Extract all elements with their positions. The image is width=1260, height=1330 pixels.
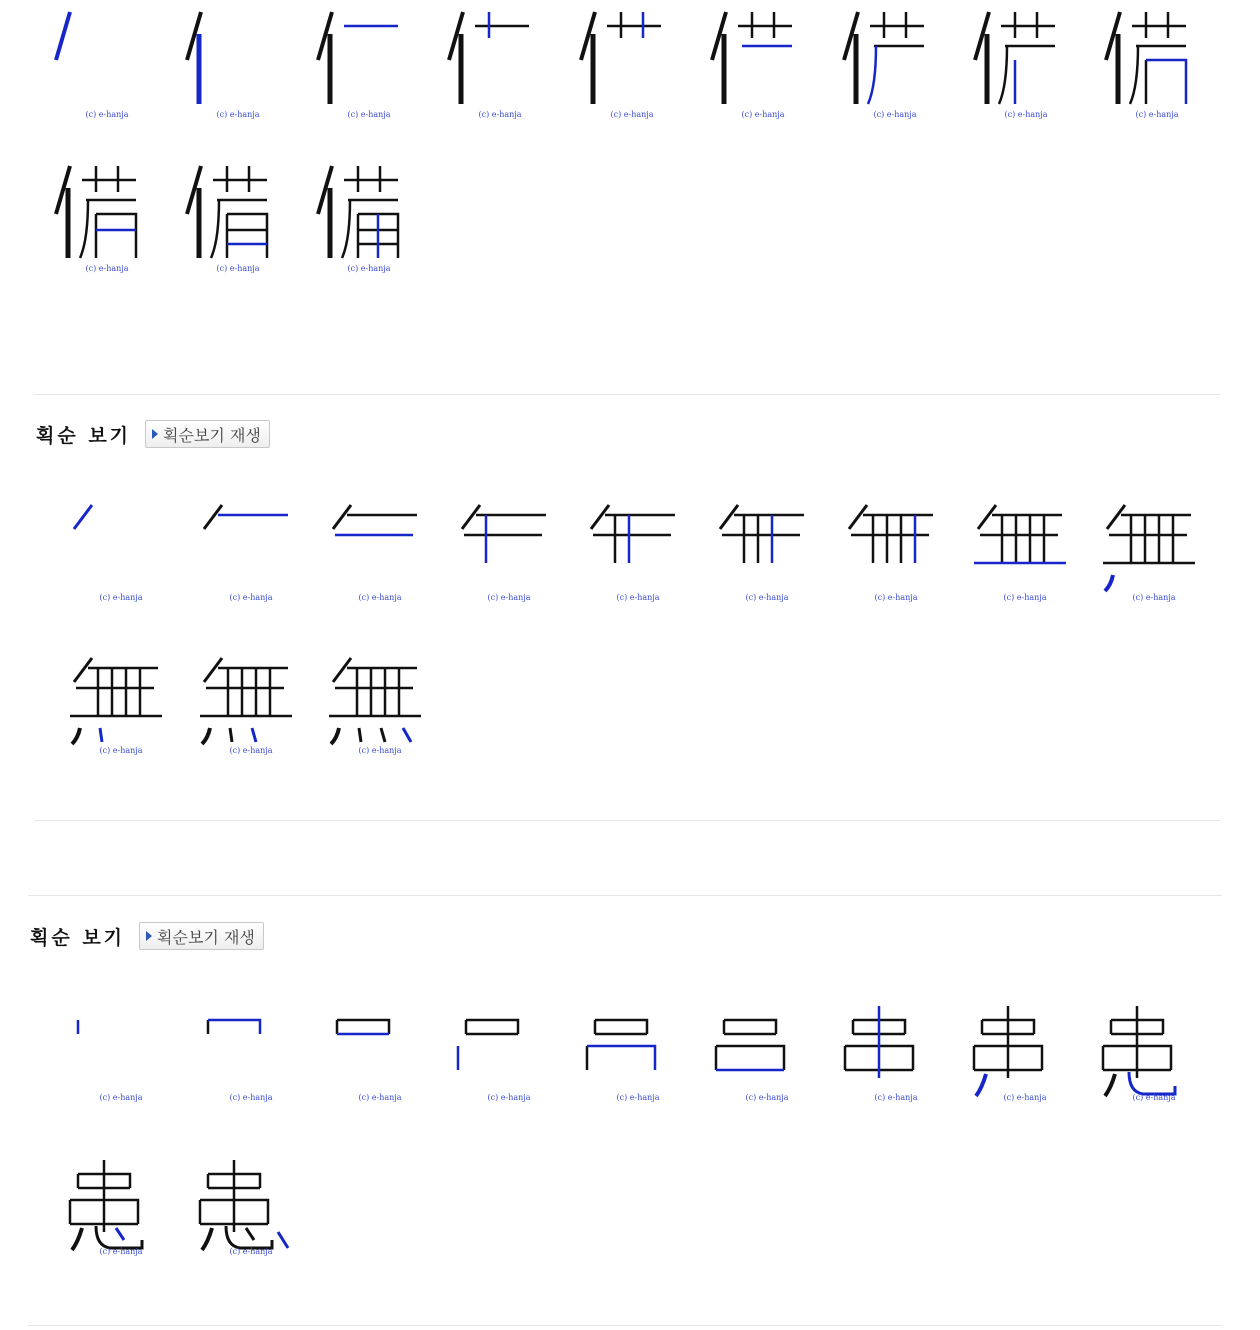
current-stroke bbox=[587, 1046, 655, 1070]
stroke-glyph bbox=[583, 990, 693, 1110]
current-stroke bbox=[252, 728, 256, 742]
previous-stroke bbox=[80, 200, 88, 258]
current-stroke bbox=[100, 728, 102, 742]
stroke-frame bbox=[454, 485, 564, 625]
credit-label: (c) e-hanja bbox=[216, 110, 260, 119]
credit-label: (c) e-hanja bbox=[229, 593, 273, 602]
previous-stroke bbox=[720, 505, 738, 529]
stroke-glyph bbox=[196, 990, 306, 1110]
current-stroke bbox=[868, 46, 876, 104]
stroke-glyph bbox=[970, 485, 1080, 605]
credit-label: (c) e-hanja bbox=[874, 1093, 918, 1102]
stroke-glyph bbox=[841, 485, 951, 605]
credit-label: (c) e-hanja bbox=[216, 264, 260, 273]
stroke-frame bbox=[454, 990, 564, 1130]
stroke-frame bbox=[708, 8, 818, 148]
stroke-frame bbox=[52, 8, 162, 148]
current-stroke bbox=[403, 728, 411, 742]
stroke-glyph bbox=[325, 638, 435, 758]
stroke-frame bbox=[445, 8, 555, 148]
credit-label: (c) e-hanja bbox=[745, 593, 789, 602]
previous-stroke bbox=[1130, 46, 1138, 104]
stroke-frame bbox=[314, 162, 424, 302]
stroke-frame bbox=[196, 1144, 306, 1284]
current-stroke bbox=[56, 12, 70, 60]
stroke-glyph bbox=[583, 485, 693, 605]
credit-label: (c) e-hanja bbox=[487, 593, 531, 602]
section-divider bbox=[28, 895, 1222, 896]
section-title: 획순 보기 bbox=[30, 926, 126, 949]
credit-label: (c) e-hanja bbox=[874, 593, 918, 602]
stroke-frame bbox=[970, 485, 1080, 625]
credit-label: (c) e-hanja bbox=[487, 1093, 531, 1102]
current-stroke bbox=[74, 505, 92, 529]
stroke-frame bbox=[196, 990, 306, 1130]
previous-stroke bbox=[342, 200, 350, 258]
credit-label: (c) e-hanja bbox=[358, 1093, 402, 1102]
play-stroke-order-button[interactable] bbox=[145, 420, 270, 448]
stroke-frame bbox=[583, 485, 693, 625]
previous-stroke bbox=[333, 658, 351, 682]
credit-label: (c) e-hanja bbox=[478, 110, 522, 119]
stroke-frame bbox=[841, 485, 951, 625]
stroke-frame bbox=[1099, 485, 1209, 625]
previous-stroke bbox=[1107, 505, 1125, 529]
stroke-glyph bbox=[325, 990, 435, 1110]
stroke-order-header bbox=[30, 922, 264, 950]
stroke-frame bbox=[841, 990, 951, 1130]
credit-label: (c) e-hanja bbox=[229, 746, 273, 755]
stroke-frame bbox=[52, 162, 162, 302]
credit-label: (c) e-hanja bbox=[85, 110, 129, 119]
previous-stroke bbox=[595, 1020, 647, 1034]
stroke-glyph bbox=[712, 990, 822, 1110]
credit-label: (c) e-hanja bbox=[741, 110, 785, 119]
current-stroke bbox=[116, 1228, 124, 1240]
credit-label: (c) e-hanja bbox=[229, 1093, 273, 1102]
play-button-label: 획순보기 재생 bbox=[157, 927, 255, 947]
stroke-frame bbox=[840, 8, 950, 148]
previous-stroke bbox=[202, 728, 210, 744]
previous-stroke bbox=[466, 1020, 518, 1034]
credit-label: (c) e-hanja bbox=[1132, 1093, 1176, 1102]
credit-label: (c) e-hanja bbox=[1004, 110, 1048, 119]
previous-stroke bbox=[978, 505, 996, 529]
stroke-glyph bbox=[712, 485, 822, 605]
credit-label: (c) e-hanja bbox=[1003, 593, 1047, 602]
stroke-frame bbox=[66, 638, 176, 778]
previous-stroke bbox=[331, 728, 339, 744]
stroke-frame bbox=[325, 638, 435, 778]
previous-stroke bbox=[337, 1020, 389, 1034]
credit-label: (c) e-hanja bbox=[616, 593, 660, 602]
stroke-frame bbox=[712, 990, 822, 1130]
credit-label: (c) e-hanja bbox=[358, 746, 402, 755]
credit-label: (c) e-hanja bbox=[873, 110, 917, 119]
credit-label: (c) e-hanja bbox=[616, 1093, 660, 1102]
stroke-frame bbox=[583, 990, 693, 1130]
stroke-glyph bbox=[1099, 990, 1209, 1110]
stroke-glyph bbox=[1099, 485, 1209, 605]
previous-stroke bbox=[333, 505, 351, 529]
stroke-glyph bbox=[66, 990, 176, 1110]
credit-label: (c) e-hanja bbox=[99, 593, 143, 602]
previous-stroke bbox=[359, 728, 361, 742]
stroke-glyph bbox=[196, 1144, 306, 1264]
stroke-frame bbox=[1099, 990, 1209, 1130]
credit-label: (c) e-hanja bbox=[99, 1093, 143, 1102]
credit-label: (c) e-hanja bbox=[745, 1093, 789, 1102]
previous-stroke bbox=[999, 46, 1007, 104]
credit-label: (c) e-hanja bbox=[229, 1247, 273, 1256]
previous-stroke bbox=[462, 505, 480, 529]
credit-label: (c) e-hanja bbox=[1003, 1093, 1047, 1102]
stroke-glyph bbox=[66, 485, 176, 605]
play-stroke-order-button[interactable] bbox=[139, 922, 264, 950]
stroke-glyph bbox=[196, 485, 306, 605]
previous-stroke bbox=[716, 1046, 784, 1070]
stroke-glyph bbox=[970, 990, 1080, 1110]
current-stroke bbox=[1105, 575, 1113, 591]
stroke-frame bbox=[712, 485, 822, 625]
previous-stroke bbox=[96, 214, 136, 258]
previous-stroke bbox=[591, 505, 609, 529]
stroke-frame bbox=[66, 485, 176, 625]
previous-stroke bbox=[74, 658, 92, 682]
stroke-frame bbox=[66, 1144, 176, 1284]
play-button-label: 획순보기 재생 bbox=[163, 425, 261, 445]
credit-label: (c) e-hanja bbox=[610, 110, 654, 119]
stroke-frame bbox=[314, 8, 424, 148]
credit-label: (c) e-hanja bbox=[1135, 110, 1179, 119]
previous-stroke bbox=[227, 214, 267, 258]
section-divider bbox=[28, 1325, 1222, 1326]
previous-stroke bbox=[246, 1228, 254, 1240]
previous-stroke bbox=[72, 728, 80, 744]
stroke-frame bbox=[971, 8, 1081, 148]
section-title: 획순 보기 bbox=[36, 424, 132, 447]
stroke-order-header bbox=[36, 420, 270, 448]
stroke-glyph bbox=[66, 1144, 176, 1264]
stroke-glyph bbox=[325, 485, 435, 605]
credit-label: (c) e-hanja bbox=[99, 1247, 143, 1256]
stroke-frame bbox=[1102, 8, 1212, 148]
stroke-glyph bbox=[841, 990, 951, 1110]
stroke-frame bbox=[66, 990, 176, 1130]
section-divider bbox=[34, 820, 1220, 821]
play-icon bbox=[152, 429, 158, 439]
previous-stroke bbox=[849, 505, 867, 529]
stroke-glyph bbox=[454, 485, 564, 605]
credit-label: (c) e-hanja bbox=[99, 746, 143, 755]
previous-stroke bbox=[204, 658, 222, 682]
stroke-frame bbox=[970, 990, 1080, 1130]
stroke-frame bbox=[577, 8, 687, 148]
section-divider bbox=[34, 394, 1220, 395]
credit-label: (c) e-hanja bbox=[85, 264, 129, 273]
credit-label: (c) e-hanja bbox=[358, 593, 402, 602]
stroke-frame bbox=[325, 485, 435, 625]
previous-stroke bbox=[724, 1020, 776, 1034]
previous-stroke bbox=[211, 200, 219, 258]
previous-stroke bbox=[381, 728, 385, 742]
stroke-frame bbox=[196, 485, 306, 625]
stroke-frame bbox=[325, 990, 435, 1130]
previous-stroke bbox=[204, 505, 222, 529]
credit-label: (c) e-hanja bbox=[347, 110, 391, 119]
stroke-glyph bbox=[454, 990, 564, 1110]
credit-label: (c) e-hanja bbox=[347, 264, 391, 273]
current-stroke bbox=[1146, 60, 1186, 104]
stroke-frame bbox=[196, 638, 306, 778]
stroke-glyph bbox=[66, 638, 176, 758]
current-stroke bbox=[208, 1020, 260, 1034]
stroke-frame bbox=[183, 8, 293, 148]
current-stroke bbox=[278, 1232, 288, 1248]
play-icon bbox=[146, 931, 152, 941]
stroke-glyph bbox=[196, 638, 306, 758]
previous-stroke bbox=[230, 728, 232, 742]
stroke-frame bbox=[183, 162, 293, 302]
credit-label: (c) e-hanja bbox=[1132, 593, 1176, 602]
